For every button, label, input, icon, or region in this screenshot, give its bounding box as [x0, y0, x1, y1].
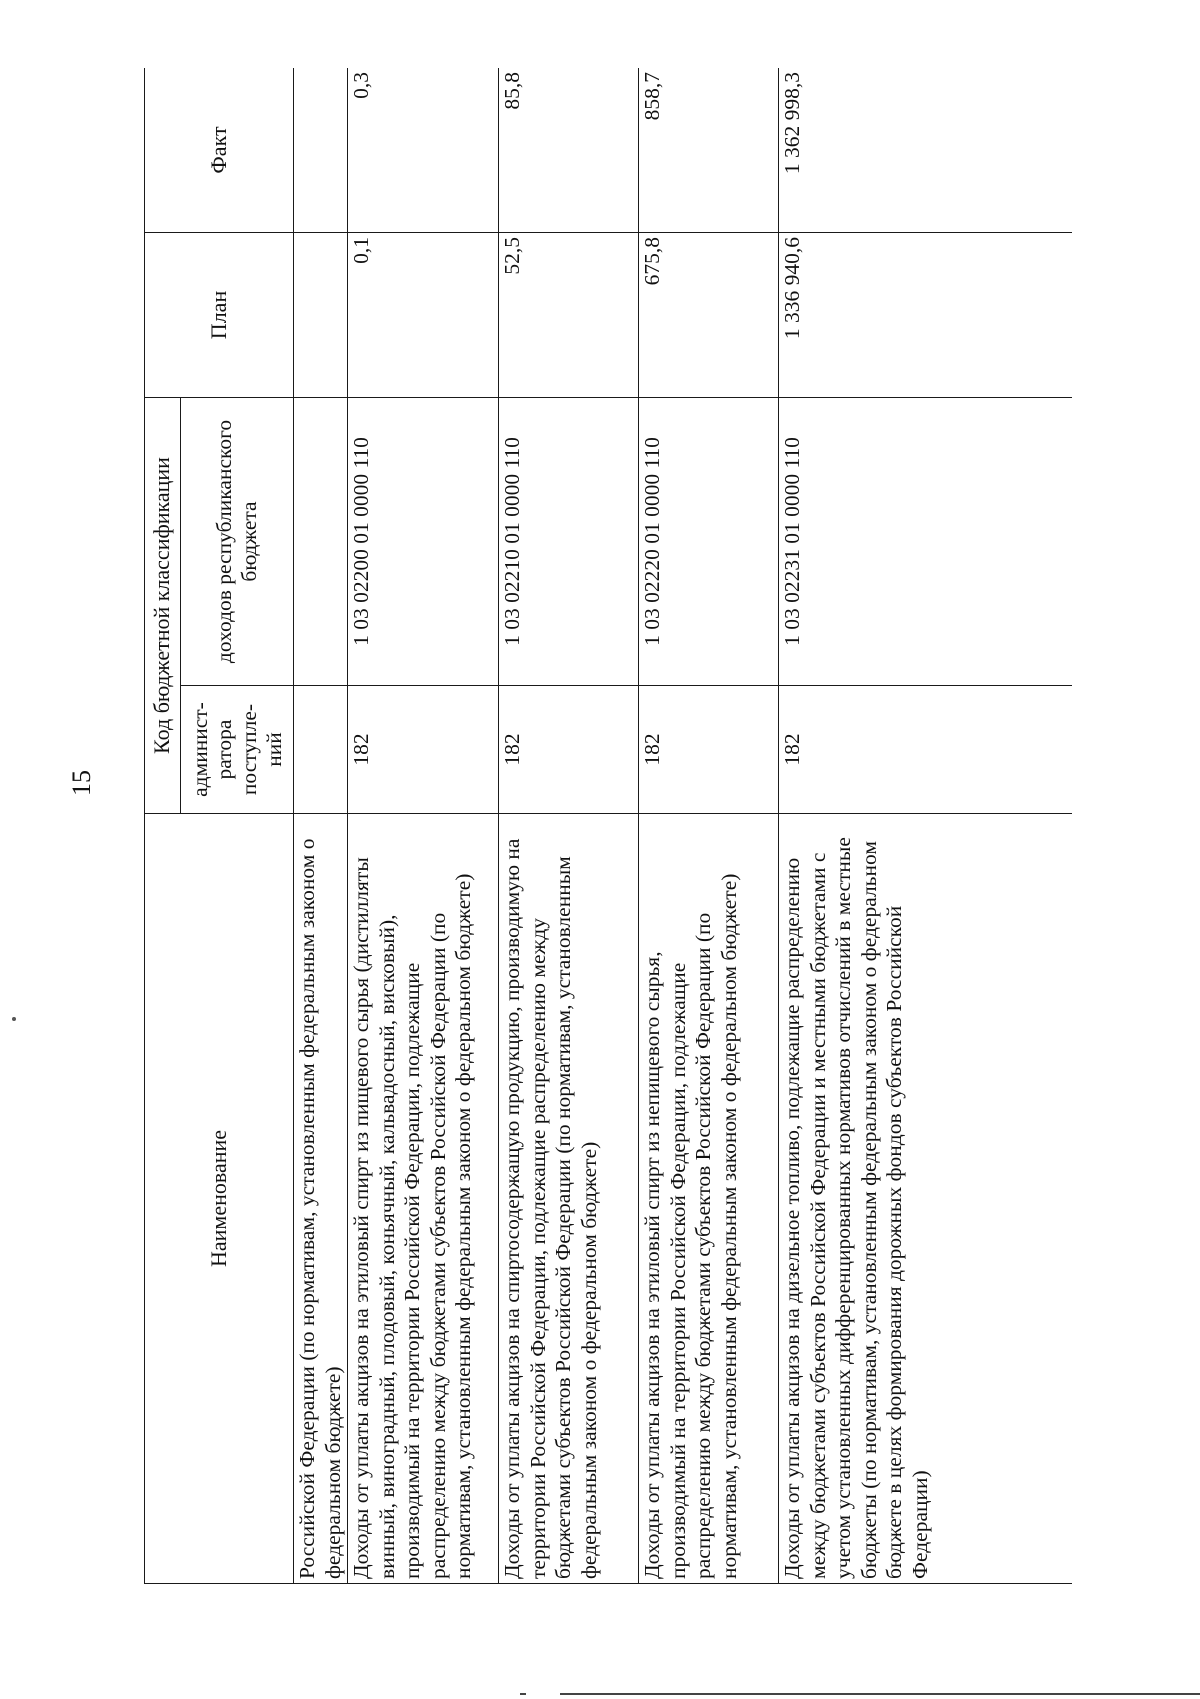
row-plan: 52,5 — [499, 232, 639, 397]
table-row-continued — [294, 68, 348, 1584]
row-income-code: 1 03 02220 01 0000 110 — [639, 397, 779, 685]
page-number: 15 — [67, 770, 96, 796]
row-continued-plan — [294, 232, 348, 397]
scan-artifact-dot — [12, 1017, 16, 1021]
header-fact: Факт — [145, 68, 294, 232]
rotated-table-frame — [144, 68, 1072, 1584]
row-admin-code: 182 — [348, 686, 499, 814]
scan-artifact-rule — [560, 1693, 1200, 1695]
row-income-code: 1 03 02210 01 0000 110 — [499, 397, 639, 685]
header-row-top — [145, 68, 181, 1584]
budget-table — [144, 68, 1072, 1584]
row-name: Доходы от уплаты акцизов на этиловый спирт из пищевого сырья (дистилляты винный, виноградный, плодовый, коньячный, кальвадосный, висковый), производимый на территории Российской Федерации, подлежащие распределению между бюджетами субъектов Российской Федерации (по нормативам, установленным федеральным законом о федеральном бюджете) — [348, 814, 499, 1584]
row-continued-income — [294, 397, 348, 685]
row-continued-admin — [294, 686, 348, 814]
row-plan: 675,8 — [639, 232, 779, 397]
row-admin-code: 182 — [779, 686, 1072, 814]
row-admin-code: 182 — [639, 686, 779, 814]
scan-artifact-tick — [520, 1693, 526, 1695]
row-admin-code: 182 — [499, 686, 639, 814]
header-name: Наименование — [145, 814, 294, 1584]
row-plan: 0,1 — [348, 232, 499, 397]
row-income-code: 1 03 02231 01 0000 110 — [779, 397, 1072, 685]
row-continued-name: Российской Федерации (по нормативам, установленным федеральным законом о федеральном бюджете) — [294, 814, 348, 1584]
row-fact: 85,8 — [499, 68, 639, 232]
row-name: Доходы от уплаты акцизов на дизельное топливо, подлежащие распределению между бюджетами субъектов Российской Федерации и местными бюджетами с учетом установленных дифференцированных нормативов отчислений в местные бюджеты (по нормативам, установленным федеральным законом о федеральном бюджете в целях формирования дорожных фондов субъектов Российской Федерации) — [779, 814, 1072, 1584]
row-fact: 858,7 — [639, 68, 779, 232]
header-budget-code-group: Код бюджетной классификации — [145, 397, 181, 813]
row-fact: 0,3 — [348, 68, 499, 232]
header-admin: админист-ратора поступле-ний — [181, 686, 294, 814]
row-plan: 1 336 940,6 — [779, 232, 1072, 397]
header-income: доходов республиканского бюджета — [181, 397, 294, 685]
row-name: Доходы от уплаты акцизов на этиловый спирт из непищевого сырья, производимый на территории Российской Федерации, подлежащие распределению между бюджетами субъектов Российской Федерации (по нормативам, установленным федеральным законом о федеральном бюджете) — [639, 814, 779, 1584]
table-row — [499, 68, 639, 1584]
row-continued-fact — [294, 68, 348, 232]
rotated-table-content — [144, 68, 1072, 1584]
row-income-code: 1 03 02200 01 0000 110 — [348, 397, 499, 685]
table-row — [779, 68, 1072, 1584]
row-fact: 1 362 998,3 — [779, 68, 1072, 232]
header-plan: План — [145, 232, 294, 397]
table-row — [639, 68, 779, 1584]
table-row — [348, 68, 499, 1584]
row-name: Доходы от уплаты акцизов на спиртосодержащую продукцию, производимую на территории Российской Федерации, подлежащие распределению между бюджетами субъектов Российской Федерации (по нормативам, установленным федеральным законом о федеральном бюджете) — [499, 814, 639, 1584]
